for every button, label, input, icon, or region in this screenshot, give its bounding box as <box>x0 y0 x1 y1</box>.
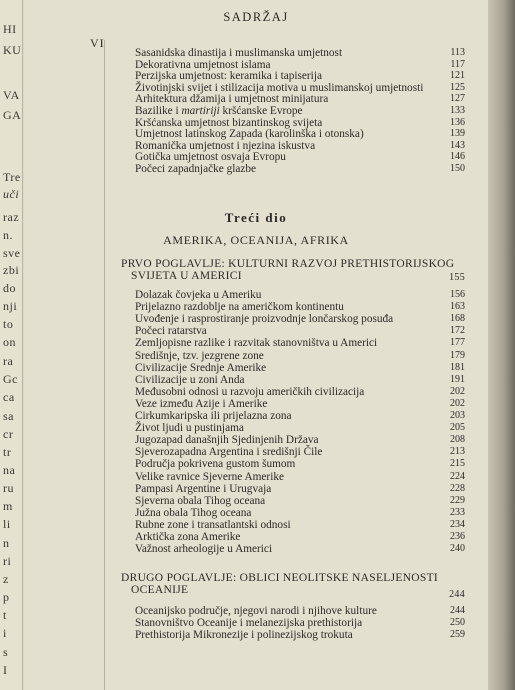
toc-entry <box>135 458 465 470</box>
toc-entry-title-part: kršćanske Evrope <box>219 105 303 117</box>
chapter-heading-1 <box>121 258 465 282</box>
page-number: VI <box>90 36 105 50</box>
toc-entry-page: 244 <box>450 605 465 616</box>
adjacent-page-fragment: li <box>3 517 11 531</box>
toc-entry-page: 236 <box>450 531 465 542</box>
toc-entry <box>135 325 465 337</box>
toc-entry-page: 250 <box>450 616 465 628</box>
toc-entry <box>135 519 465 531</box>
adjacent-page-fragment: ru <box>3 481 14 495</box>
adjacent-page-fragment: sve <box>3 246 21 260</box>
toc-entry-title: Gotička umjetnost osvaja Evropu <box>135 151 286 164</box>
adjacent-page-fragment: nji <box>3 299 18 313</box>
toc-entry-title: Međusobni odnosi u razvoju američkih civilizacija <box>135 385 365 398</box>
toc-entry <box>135 93 465 105</box>
toc-entry <box>135 337 465 349</box>
toc-entry-page: 181 <box>450 361 465 373</box>
toc-entry-page: 168 <box>450 313 465 325</box>
page-shadow <box>485 0 515 690</box>
toc-entry-title: Sjeverna obala Tihog oceana <box>135 494 266 507</box>
adjacent-page-fragment: ca <box>3 390 15 404</box>
toc-entry <box>135 410 465 422</box>
adjacent-page-fragment: GA <box>3 108 22 122</box>
toc-entry-title: Perzijska umjetnost: keramika i tapiserija <box>135 70 322 83</box>
toc-entry-title: Umjetnost latinskog Zapada (karolinška i otonska) <box>135 128 364 141</box>
toc-entry-page: 177 <box>450 337 465 349</box>
chapter-page-number: 155 <box>449 272 465 283</box>
toc-entry-page: 224 <box>450 470 465 482</box>
toc-entry-title: Počeci zapadnjačke glazbe <box>135 163 257 175</box>
toc-entry-page: 133 <box>450 105 465 116</box>
toc-entry <box>135 128 465 140</box>
toc-entry <box>135 313 465 325</box>
toc-entry-page: 143 <box>450 139 465 151</box>
toc-entry-title: Jugozapad današnjih Sjedinjenih Država <box>135 434 319 447</box>
toc-entry-title: Prijelazno razdoblje na američkom kontinentu <box>135 301 344 314</box>
toc-entry-page: 213 <box>450 446 465 458</box>
adjacent-page-fragment: p <box>3 590 10 604</box>
toc-entry-page: 117 <box>450 58 465 70</box>
toc-entry <box>135 163 465 175</box>
toc-entry-page: 259 <box>450 628 465 640</box>
adjacent-page-fragment: VA <box>3 88 20 102</box>
adjacent-page-fragment: sa <box>3 409 14 423</box>
toc-entry <box>135 82 465 94</box>
toc-entry <box>135 140 465 152</box>
toc-entry <box>135 629 465 641</box>
toc-entry <box>135 398 465 410</box>
toc-entry-title: Civilizacije Srednje Amerike <box>135 361 267 374</box>
toc-entry <box>135 605 465 617</box>
chapter-page-number: 244 <box>449 589 465 600</box>
toc-entry <box>135 471 465 483</box>
toc-entry-title: Važnost arheologije u Americi <box>135 543 273 556</box>
toc-entry <box>135 117 465 129</box>
toc-entry-title: Civilizacije u zoni Anda <box>135 373 245 386</box>
toc-entry-page: 234 <box>450 518 465 530</box>
toc-entry <box>135 422 465 434</box>
toc-entry <box>135 495 465 507</box>
adjacent-page-fragment: n. <box>3 228 13 242</box>
adjacent-page-fragment: cr <box>3 427 14 441</box>
toc-entry-page: 208 <box>450 434 465 446</box>
toc-entry-page: 150 <box>450 163 465 174</box>
toc-entry <box>135 374 465 386</box>
adjacent-page-fragment: s <box>3 645 9 659</box>
toc-entry-page: 191 <box>450 373 465 385</box>
toc-entry <box>135 507 465 519</box>
toc-entry-title: Prethistorija Mikronezije i polinezijskog trokuta <box>135 628 353 641</box>
chapter-heading-line: PRVO POGLAVLJE: KULTURNI RAZVOJ PRETHISTORIJSKOG <box>121 258 455 270</box>
adjacent-page-fragment: Tre <box>3 170 21 184</box>
chapter-heading-2 <box>121 572 465 600</box>
margin-line <box>104 40 105 690</box>
toc-entry-title: Rubne zone i transatlantski odnosi <box>135 518 291 531</box>
toc-entry <box>135 617 465 629</box>
adjacent-page-fragment: ri <box>3 554 12 568</box>
toc-entry-title: Uvođenje i rasprostiranje proizvodnje lončarskog posuđa <box>135 313 394 326</box>
toc-entry <box>135 289 465 301</box>
adjacent-page-fragment: Gc <box>3 372 18 386</box>
adjacent-page-fragment: na <box>3 463 16 477</box>
toc-entry-page: 228 <box>450 482 465 494</box>
toc-entry <box>135 483 465 495</box>
toc-entry <box>135 59 465 71</box>
toc-entry-page: 179 <box>450 349 465 361</box>
toc-entry <box>135 301 465 313</box>
adjacent-page-fragment: ra <box>3 354 14 368</box>
toc-entry-title: Dekorativna umjetnost islama <box>135 58 271 71</box>
toc-entry-title: Zemljopisne razlike i razvitak stanovništva u Americi <box>135 337 378 350</box>
toc-entry-page: 215 <box>450 458 465 470</box>
adjacent-page-fragment: z <box>3 572 9 586</box>
toc-entry-title: Središnje, tzv. jezgrene zone <box>135 349 264 362</box>
toc-entry-title: Arktička zona Amerike <box>135 531 241 543</box>
adjacent-page-fragment: HI <box>3 22 17 36</box>
toc-entry <box>135 151 465 163</box>
toc-entry <box>135 434 465 446</box>
adjacent-page-fragment: KU <box>3 43 22 57</box>
toc-entry-title: Pampasi Argentine i Urugvaja <box>135 482 272 495</box>
adjacent-page-fragment: I <box>3 663 8 677</box>
toc-entry-page: 203 <box>450 410 465 421</box>
book-page <box>24 0 488 690</box>
toc-entry-page: 172 <box>450 325 465 337</box>
toc-entry-title: Romanička umjetnost i njezina iskustva <box>135 139 316 152</box>
toc-entry <box>135 386 465 398</box>
toc-entry <box>135 70 465 82</box>
toc-entry <box>135 47 465 59</box>
adjacent-page-fragment: raz <box>3 210 20 224</box>
toc-entry-page: 139 <box>450 128 465 140</box>
adjacent-page-fragment: tr <box>3 445 12 459</box>
toc-entry-title: Sjeverozapadna Argentina i središnji Čile <box>135 446 323 459</box>
toc-entry-title: Cirkumkaripska ili prijelazna zona <box>135 410 292 422</box>
toc-entry-page: 233 <box>450 506 465 518</box>
toc-entry-page: 156 <box>450 289 465 300</box>
toc-entry <box>135 446 465 458</box>
toc-entry-page: 205 <box>450 422 465 434</box>
toc-entry-title <box>135 105 303 117</box>
toc-entry-page: 163 <box>450 301 465 313</box>
toc-entry-title: Arhitektura džamija i umjetnost minijatura <box>135 93 329 106</box>
toc-entry-title: Veze između Azije i Amerike <box>135 397 268 410</box>
toc-entry-title: Počeci ratarstva <box>135 325 207 338</box>
chapter-heading-line: OCEANIJE <box>131 584 189 596</box>
toc-entry <box>135 105 465 117</box>
toc-entry-title-part: Bazilike i <box>135 105 182 117</box>
toc-entry-page: 229 <box>450 494 465 506</box>
toc-entry-title: Život ljudi u pustinjama <box>135 422 244 435</box>
toc-entry-title: Južna obala Tihog oceana <box>135 506 252 519</box>
adjacent-page-edge <box>0 0 23 690</box>
toc-entry-title: Područja pokrivena gustom šumom <box>135 458 296 471</box>
toc-entry <box>135 531 465 543</box>
toc-entry-page: 125 <box>450 81 465 93</box>
toc-entry-title: Životinjski svijet i stilizacija motiva u muslimanskoj umjetnosti <box>135 81 424 94</box>
toc-entry-title: Oceanijsko područje, njegovi narodi i njihove kulture <box>135 605 377 617</box>
adjacent-page-fragment: n <box>3 536 10 550</box>
toc-entry-page: 136 <box>450 116 465 128</box>
adjacent-page-fragment: do <box>3 281 16 295</box>
toc-entry-page: 113 <box>450 47 465 58</box>
chapter-heading-line: SVIJETA U AMERICI <box>131 270 242 282</box>
toc-entry <box>135 350 465 362</box>
toc-entry-page: 202 <box>450 397 465 409</box>
toc-entry-title-italic: martiriji <box>181 105 220 117</box>
toc-entry-title: Kršćanska umjetnost bizantinskog svijeta <box>135 116 323 129</box>
toc-entry-title: Stanovništvo Oceanije i melanezijska prethistorija <box>135 616 363 629</box>
toc-entry-page: 121 <box>450 70 465 82</box>
toc-entry-page: 240 <box>450 543 465 555</box>
chapter-heading-line: DRUGO POGLAVLJE: OBLICI NEOLITSKE NASELJENOSTI <box>121 572 439 584</box>
toc-entry <box>135 362 465 374</box>
toc-entry <box>135 543 465 555</box>
adjacent-page-fragment: i <box>3 626 7 640</box>
adjacent-page-fragment: t <box>3 608 7 622</box>
adjacent-page-fragment: uči <box>3 187 20 201</box>
toc-entry-page: 202 <box>450 385 465 397</box>
toc-entry-page: 127 <box>450 93 465 105</box>
adjacent-page-fragment: m <box>3 499 13 513</box>
adjacent-page-fragment: on <box>3 335 16 349</box>
running-header: SADRŽAJ <box>223 10 289 24</box>
toc-entry-title: Sasanidska dinastija i muslimanska umjetnost <box>135 47 343 59</box>
part-subtitle: AMERIKA, OCEANIJA, AFRIKA <box>163 233 349 247</box>
part-title: Treći dio <box>224 210 288 225</box>
adjacent-page-fragment: to <box>3 317 14 331</box>
toc-entry-title: Dolazak čovjeka u Ameriku <box>135 289 262 301</box>
toc-entry-title: Velike ravnice Sjeverne Amerike <box>135 470 284 483</box>
toc-entry-page: 146 <box>450 151 465 163</box>
adjacent-page-fragment: zbi <box>3 263 20 277</box>
